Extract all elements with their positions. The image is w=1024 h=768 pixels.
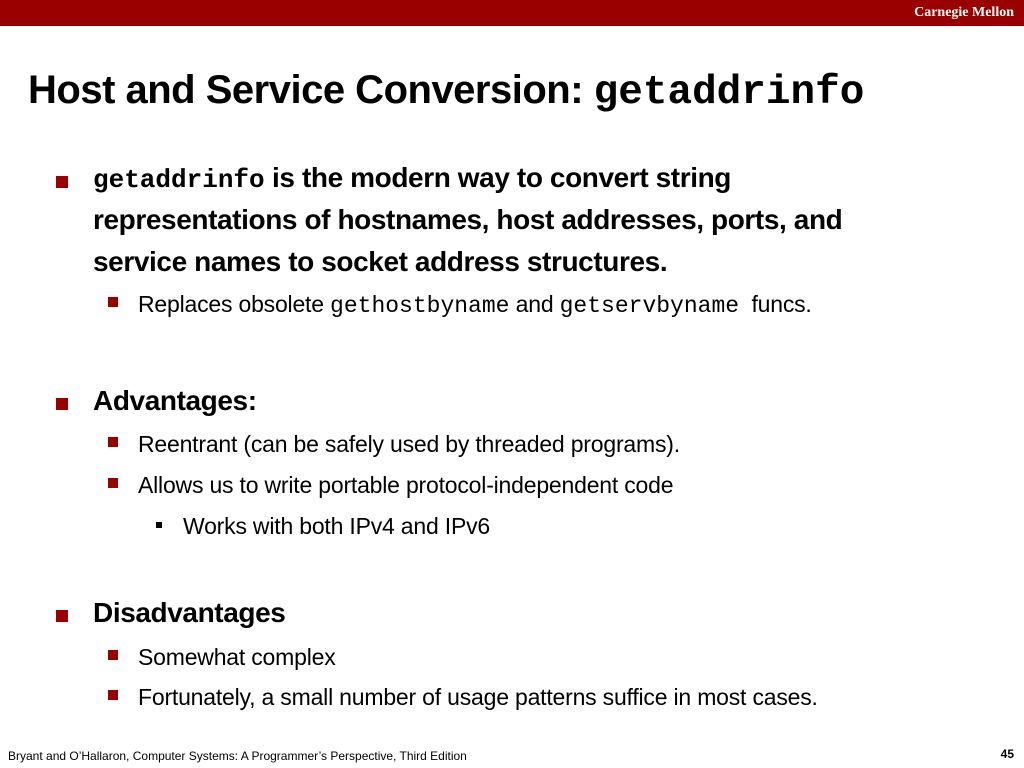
intro-line-1 (93, 157, 731, 201)
slide-title (28, 62, 864, 121)
intro-sub-text-2: and (509, 291, 560, 317)
disadvantage-item: Fortunately, a small number of usage patterns suffice in most cases. (138, 684, 818, 710)
intro-sub-text-3: funcs. (739, 291, 812, 317)
advantage-item: Allows us to write portable protocol-independent code (138, 472, 674, 498)
sub-bullet-square-icon (108, 690, 118, 700)
bullet-square-icon (56, 610, 68, 622)
intro-sub-text-1: Replaces obsolete (138, 291, 331, 317)
advantage-item: Reentrant (can be safely used by threaded programs). (138, 431, 680, 457)
bullet-square-icon (56, 176, 68, 188)
page-number: 45 (1000, 747, 1014, 761)
getservbyname-code: getservbyname (559, 293, 740, 319)
intro-code: getaddrinfo (93, 165, 265, 195)
gethostbyname-code: gethostbyname (330, 293, 510, 319)
bullet-square-icon (56, 398, 68, 410)
advantage-subitem: Works with both IPv4 and IPv6 (183, 513, 490, 539)
intro-line-2: representations of hostnames, host addresses, ports, and (93, 204, 843, 235)
sub-bullet-square-icon (108, 437, 118, 447)
intro-subpoint (138, 289, 812, 321)
intro-line-1-text: is the modern way to convert string (264, 162, 731, 193)
brand-name: Carnegie Mellon (914, 5, 1014, 20)
title-code: getaddrinfo (593, 70, 865, 116)
sub-bullet-square-icon (108, 650, 118, 660)
intro-line-3: service names to socket address structures. (93, 246, 668, 277)
advantages-heading: Advantages: (93, 385, 257, 416)
disadvantage-item: Somewhat complex (138, 644, 336, 670)
sub-bullet-square-icon (108, 478, 118, 488)
sub-bullet-square-icon (108, 297, 118, 307)
top-bar (0, 0, 1024, 26)
footer-citation: Bryant and O’Hallaron, Computer Systems: A Programmer’s Perspective, Third Edition (8, 749, 467, 763)
sub-sub-bullet-square-icon (156, 522, 162, 528)
title-text: Host and Service Conversion: (28, 68, 594, 112)
disadvantages-heading: Disadvantages (93, 597, 286, 628)
